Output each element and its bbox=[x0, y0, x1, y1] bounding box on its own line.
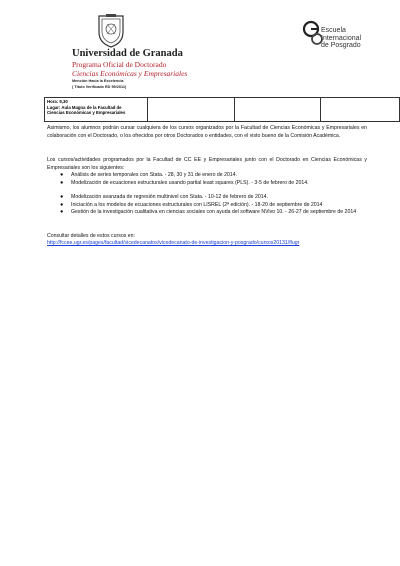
session-place-line-2: Ciencias Económicas y Empresariales bbox=[47, 110, 126, 116]
table-cell-empty bbox=[148, 98, 234, 122]
bullet-icon: ● bbox=[60, 172, 64, 178]
university-name: Universidad de Granada bbox=[72, 48, 183, 59]
courses-link[interactable]: http://fccee.ugr.es/pages/facultad/vicedecanatos/vicedecanato-de-investigacion-y-posgrado/cursos20131/flugr bbox=[47, 240, 300, 246]
consult-label: Consultar detalles de estos cursos en: bbox=[47, 233, 135, 239]
course-text: Análisis de series temporales con Stata. - 28, 30 y 31 de enero de 2014. bbox=[71, 172, 238, 178]
course-text: Iniciación a los modelos de ecuaciones estructurales con LISREL (2ª edición). - 18-20 de septiembre de 2014 bbox=[71, 201, 323, 208]
excellence-mention: Mención Hacia la Excelencia bbox=[72, 79, 124, 83]
bullet-icon: ● bbox=[60, 194, 64, 200]
session-hour: Hora: 9,30 bbox=[47, 99, 68, 104]
escuela-line-2: Internacional bbox=[321, 34, 362, 42]
program-title: Programa Oficial de Doctorado bbox=[72, 60, 167, 69]
list-item bbox=[60, 180, 360, 188]
bullet-icon: ● bbox=[60, 179, 64, 186]
paragraph-programmed-courses: Los cursos/actividades programados por la Facultad de CC EE y Empresariales junto con el Doctorado en Ciencias Económicas y Empresariales son los siguientes: bbox=[47, 157, 367, 171]
bullet-icon: ● bbox=[60, 209, 64, 216]
course-text: Modelización de ecuaciones estructurales usando partial least squares (PLS). - 3-5 de febrero de 2014. bbox=[71, 179, 309, 186]
list-item bbox=[60, 194, 360, 202]
course-text: Gestión de la investigación cualitativa en ciencias sociales con ayuda del software NVivo 10. - 26-27 de septiembre de 2014 bbox=[71, 209, 357, 216]
table-cell-time-place bbox=[45, 98, 148, 122]
session-info-table bbox=[44, 97, 400, 122]
escuela-posgrado-text bbox=[321, 27, 361, 50]
table-cell-empty bbox=[320, 98, 399, 122]
course-list-a bbox=[60, 172, 360, 187]
course-list-b bbox=[60, 194, 360, 217]
program-field: Ciencias Económicas y Empresariales bbox=[72, 69, 188, 78]
list-item bbox=[60, 202, 360, 210]
verification-note: ( Título Verificado RD 99/2011) bbox=[72, 85, 127, 89]
bullet-icon: ● bbox=[60, 201, 64, 208]
course-text: Modelización avanzada de regresión multinivel con Stata. - 10-12 de febrero de 2014. bbox=[71, 194, 268, 200]
escuela-line-3: de Posgrado bbox=[321, 42, 361, 49]
table-row bbox=[45, 98, 400, 122]
list-item bbox=[60, 209, 360, 217]
list-item bbox=[60, 172, 360, 180]
ugr-crest-logo bbox=[96, 14, 126, 48]
session-place-line-1: Lugar: Aula Magna de la Facultad de bbox=[47, 104, 122, 110]
paragraph-optional-courses: Asimismo, los alumnos podrán cursar cualquiera de los cursos organizados por la Facultad de Ciencias Económicas y Empresariales en colaboración con el Doctorado, o los ofrecidos por otros Doctorados o entidades, con el visto bueno de la Comisión Académica. bbox=[47, 125, 367, 139]
table-cell-empty bbox=[234, 98, 320, 122]
escuela-line-1: Escuela bbox=[321, 27, 346, 34]
